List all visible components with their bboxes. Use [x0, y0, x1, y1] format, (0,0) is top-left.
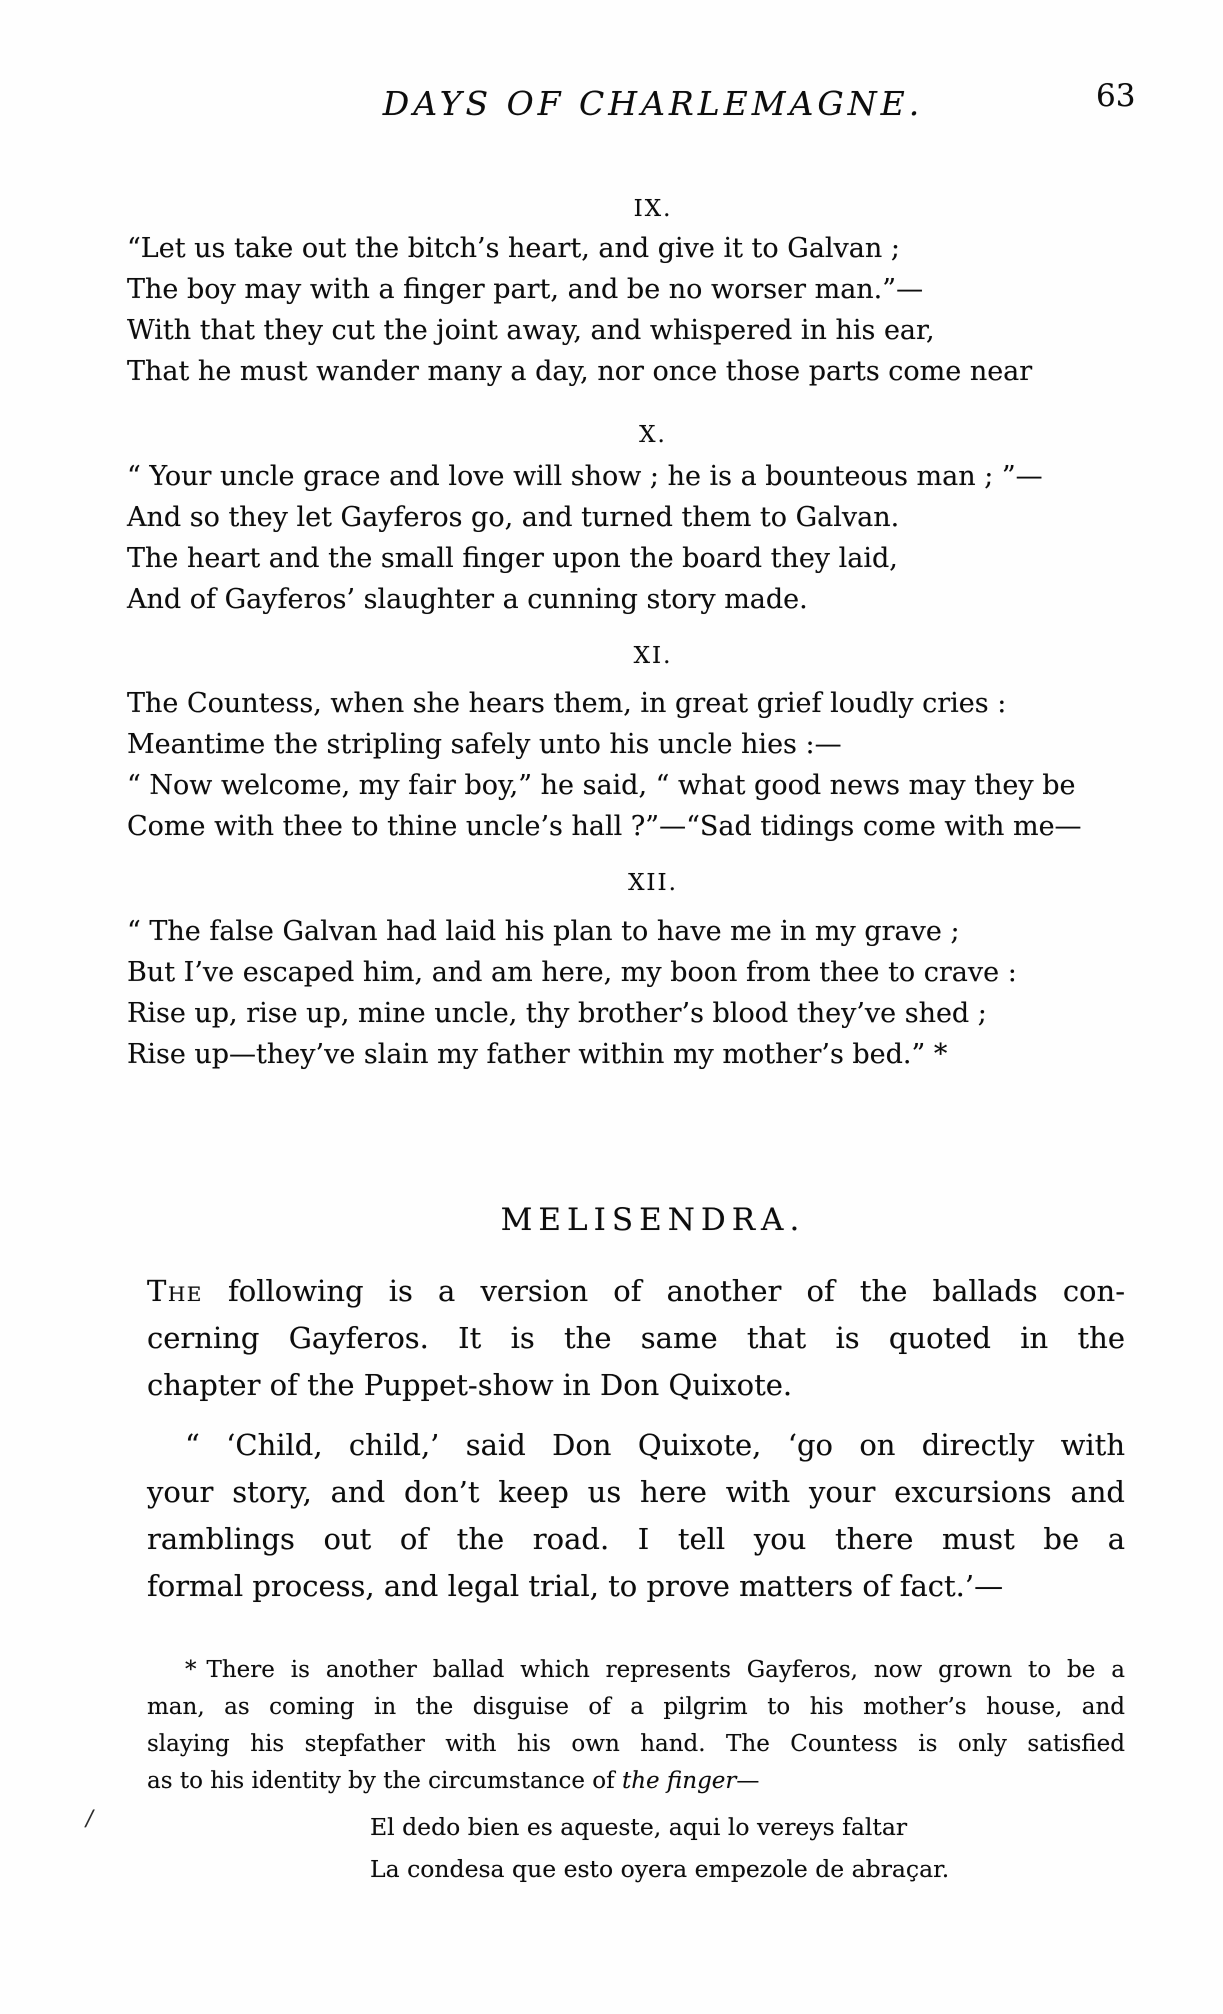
verse-line: And so they let Gayferos go, and turned them to Galvan. — [127, 502, 900, 533]
stanza-xii — [127, 911, 1197, 1075]
stanza-x — [127, 456, 1197, 620]
verse-line: That he must wander many a day, nor once those parts come near — [127, 356, 1033, 387]
footnote-line: slaying his stepfather with his own hand. The Countess is only satisfied — [147, 1731, 1125, 1757]
paragraph-intro — [147, 1268, 1125, 1409]
footnote-verse-line: El dedo bien es aqueste, aqui lo vereys faltar — [370, 1813, 908, 1841]
italic-phrase: the finger — [621, 1768, 737, 1794]
stanza-xi — [127, 683, 1197, 847]
verse-line: But I’ve escaped him, and am here, my boon from thee to crave : — [127, 957, 1017, 988]
verse-line: With that they cut the joint away, and whispered in his ear, — [127, 315, 935, 346]
verse-line: Rise up—they’ve slain my father within my mother’s bed.” * — [127, 1039, 948, 1070]
stanza-number-ix: IX. — [633, 196, 673, 222]
verse-line: The boy may with a finger part, and be no worser man.”— — [127, 274, 924, 305]
footnote-verse — [370, 1806, 949, 1890]
paragraph-line: your story, and don’t keep us here with your excursions and — [147, 1475, 1125, 1509]
footnote-line: * There is another ballad which represents Gayferos, now grown to be a — [185, 1657, 1125, 1683]
verse-line: The Countess, when she hears them, in great grief loudly cries : — [127, 688, 1007, 719]
verse-line: The heart and the small finger upon the board they laid, — [127, 543, 898, 574]
stanza-number-xii: XII. — [628, 870, 678, 896]
paragraph-line: cerning Gayferos. It is the same that is quoted in the — [147, 1321, 1125, 1355]
paragraph-line: ramblings out of the road. I tell you there must be a — [147, 1522, 1125, 1556]
section-heading: MELISENDRA. — [500, 1202, 806, 1238]
stray-mark: / — [86, 1806, 94, 1830]
stanza-number-xi: XI. — [633, 643, 673, 669]
verse-line: “ Now welcome, my fair boy,” he said, “ what good news may they be — [127, 770, 1076, 801]
paragraph-line: formal process, and legal trial, to prove matters of fact.’— — [147, 1569, 1004, 1603]
footnote-verse-line: La condesa que esto oyera empezole de abraçar. — [370, 1855, 950, 1883]
verse-line: “ Your uncle grace and love will show ; he is a bounteous man ; ”— — [127, 461, 1043, 492]
lead-word: The — [147, 1274, 203, 1308]
paragraph-line: chapter of the Puppet-show in Don Quixote. — [147, 1368, 793, 1402]
verse-line: “ The false Galvan had laid his plan to have me in my grave ; — [127, 916, 960, 947]
verse-line: And of Gayferos’ slaughter a cunning story made. — [127, 584, 808, 615]
footnote-line: man, as coming in the disguise of a pilgrim to his mother’s house, and — [147, 1694, 1125, 1720]
paragraph-quote — [147, 1422, 1125, 1610]
footnote-line: as to his identity by the circumstance of the finger— — [147, 1768, 760, 1794]
page-title: DAYS OF CHARLEMAGNE. — [382, 84, 924, 123]
verse-line: Meantime the stripling safely unto his uncle hies :— — [127, 729, 842, 760]
verse-line: Rise up, rise up, mine uncle, thy brother’s blood they’ve shed ; — [127, 998, 987, 1029]
stanza-ix — [127, 228, 1197, 392]
footnote-marker: * — [185, 1657, 197, 1683]
running-header — [130, 84, 1176, 123]
paragraph-line: “ ‘Child, child,’ said Don Quixote, ‘go on directly with — [185, 1428, 1125, 1462]
verse-line: Come with thee to thine uncle’s hall ?”—“Sad tidings come with me— — [127, 811, 1082, 842]
stanza-number-x: X. — [639, 422, 667, 448]
verse-line: “Let us take out the bitch’s heart, and give it to Galvan ; — [127, 233, 900, 264]
paragraph-line: The following is a version of another of the ballads con- — [147, 1274, 1125, 1308]
footnote — [147, 1652, 1125, 1800]
page-number: 63 — [1096, 78, 1136, 114]
